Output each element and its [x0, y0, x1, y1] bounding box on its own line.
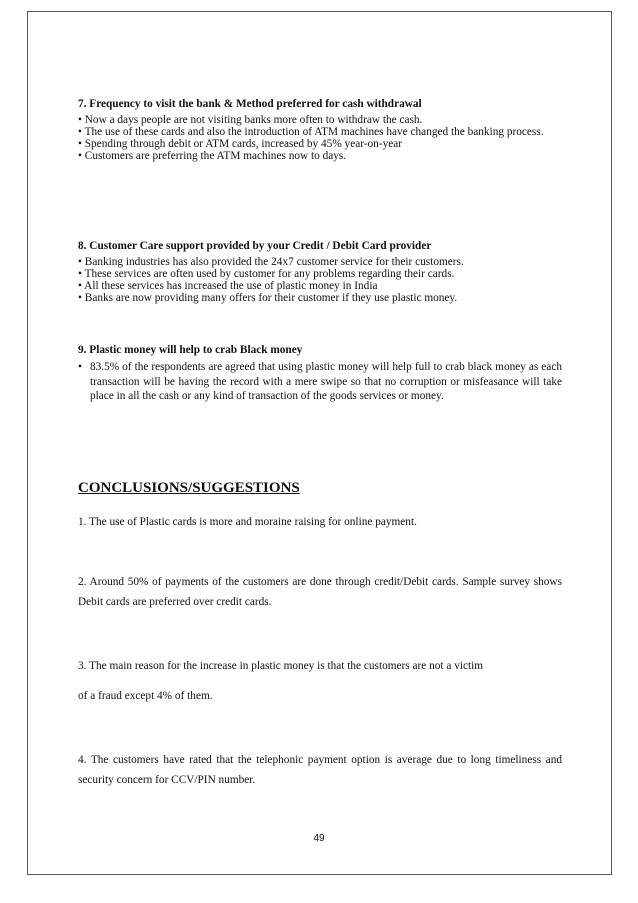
- list-item: • All these services has increased the use of plastic money in India: [78, 280, 378, 292]
- section-9: [78, 340, 562, 404]
- section-7: [78, 94, 562, 162]
- list-item: • These services are often used by customer for any problems regarding their cards.: [78, 268, 455, 280]
- section-8: [78, 236, 562, 304]
- list-item: • The use of these cards and also the introduction of ATM machines have changed the banking process.: [78, 126, 544, 138]
- list-item-text: 83.5% of the respondents are agreed that using plastic money will help full to crab black money as each transaction will be having the record with a mere swipe so that no corruption or misfeasance will take place in all the cash or any kind of transaction of the goods services or money.: [90, 361, 562, 402]
- list-item: • Customers are preferring the ATM machines now to days.: [78, 150, 347, 162]
- page-number: 49: [313, 833, 325, 844]
- conclusion-item-3-cont: of a fraud except 4% of them.: [78, 690, 213, 702]
- section-8-list: [78, 256, 562, 304]
- conclusion-item-3: 3. The main reason for the increase in plastic money is that the customers are not a victim: [78, 660, 484, 672]
- section-9-list: [78, 360, 562, 404]
- section-8-heading: 8. Customer Care support provided by your Credit / Debit Card provider: [78, 240, 432, 252]
- conclusions-title: CONCLUSIONS/SUGGESTIONS: [78, 480, 300, 496]
- list-item: • Spending through debit or ATM cards, increased by 45% year-on-year: [78, 138, 403, 150]
- list-item: • Banking industries has also provided the 24x7 customer service for their customers.: [78, 256, 464, 268]
- section-7-list: [78, 114, 562, 162]
- conclusion-item-4: 4. The customers have rated that the telephonic payment option is average due to long timeliness and security concern for CCV/PIN number.: [78, 754, 562, 786]
- bullet-icon: •: [78, 361, 82, 373]
- section-9-heading: 9. Plastic money will help to crab Black money: [78, 344, 303, 356]
- conclusion-item-2: 2. Around 50% of payments of the customers are done through credit/Debit cards. Sample survey shows Debit cards are preferred over credit cards.: [78, 576, 562, 608]
- section-7-heading: 7. Frequency to visit the bank & Method preferred for cash withdrawal: [78, 98, 422, 110]
- list-item: [78, 360, 562, 404]
- list-item: • Banks are now providing many offers for their customer if they use plastic money.: [78, 292, 458, 304]
- list-item: • Now a days people are not visiting banks more often to withdraw the cash.: [78, 114, 423, 126]
- conclusion-item-1: 1. The use of Plastic cards is more and moraine raising for online payment.: [78, 516, 417, 528]
